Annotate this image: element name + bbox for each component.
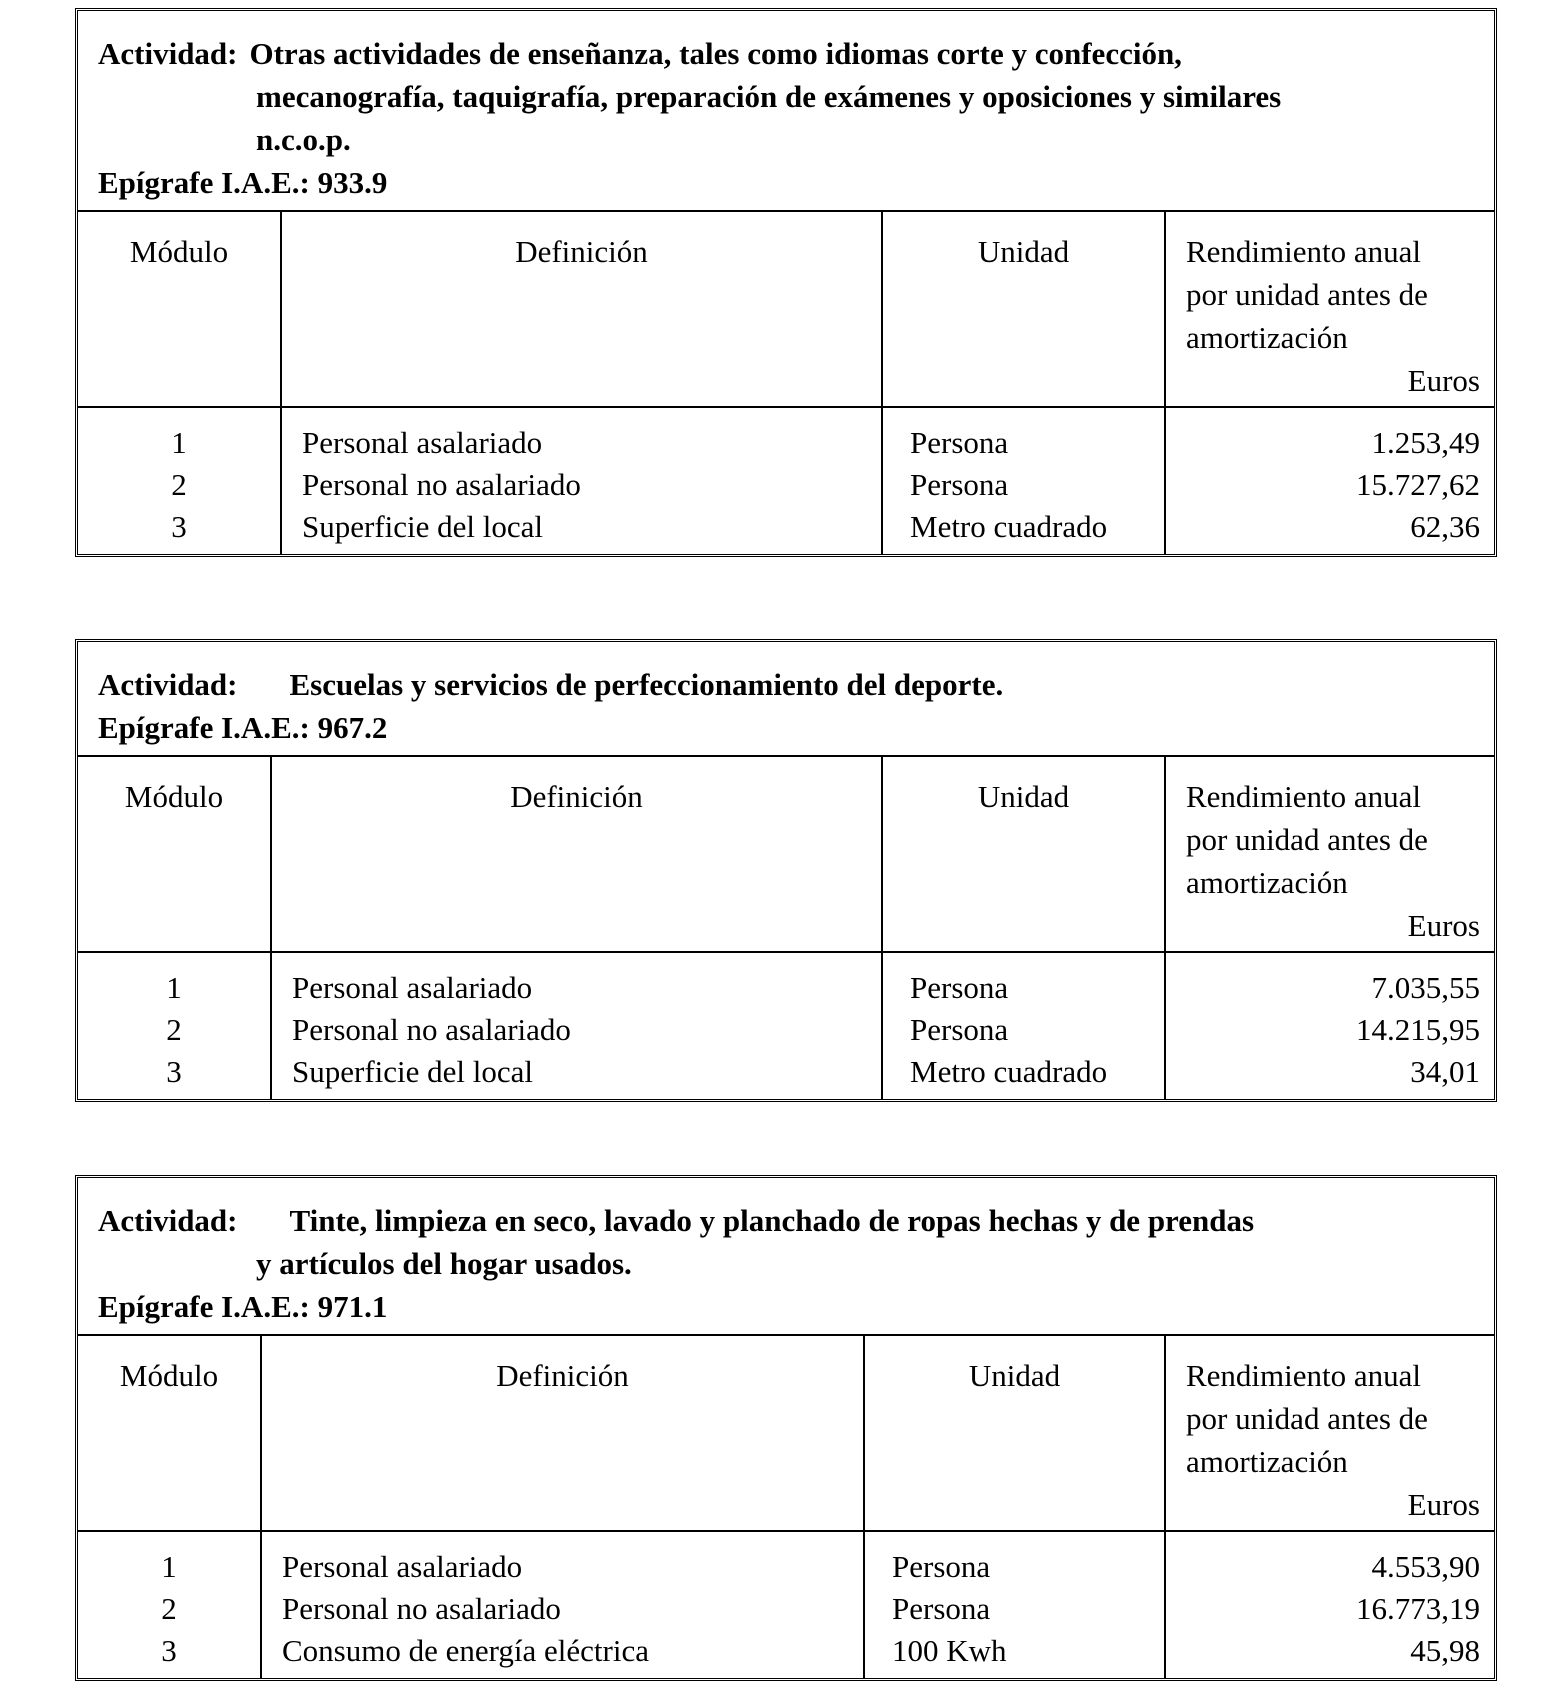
rendimiento-header-line: amortización [1186,320,1348,355]
activity-table-3 [75,1175,1497,1681]
unidad-value: 100 Kwh [892,1633,1007,1668]
euros-label: Euros [1407,908,1480,943]
modulo-value: 3 [161,1633,177,1668]
modulo-cell [78,1531,261,1678]
unidad-value: Persona [892,1591,991,1626]
definicion-value: Personal asalariado [282,1549,523,1584]
rendimiento-value: 1.253,49 [1371,425,1480,460]
unidad-cell [882,952,1165,1099]
epigrafe: Epígrafe I.A.E.: 971.1 [98,1289,388,1324]
column-header-rendimiento [1165,1336,1494,1531]
rendimiento-header-line: amortización [1186,865,1348,900]
modulo-value: 1 [166,970,182,1005]
column-header-modulo: Módulo [78,1336,261,1531]
rendimiento-header-line: Rendimiento anual [1186,779,1422,814]
epigrafe: Epígrafe I.A.E.: 933.9 [98,165,388,200]
rendimiento-header-line: amortización [1186,1444,1348,1479]
column-header-unidad: Unidad [882,212,1165,407]
column-header-rendimiento [1165,757,1494,952]
modulo-value: 2 [171,467,187,502]
rendimiento-header-line: por unidad antes de [1186,1401,1428,1436]
unidad-value: Metro cuadrado [910,509,1108,544]
actividad-label: Actividad: [98,36,238,71]
table-row [78,407,1494,554]
definicion-value: Personal no asalariado [282,1591,561,1626]
modulo-value: 3 [166,1054,182,1089]
actividad-text-line: Otras actividades de enseñanza, tales como idiomas corte y confección, [249,36,1182,71]
activity-header [78,642,1494,757]
actividad-text-line: mecanografía, taquigrafía, preparación de exámenes y oposiciones y similares [256,79,1282,114]
definicion-cell [281,407,882,554]
euros-label: Euros [1407,1487,1480,1522]
actividad-text-line: Tinte, limpieza en seco, lavado y planchado de ropas hechas y de prendas [289,1203,1255,1238]
unidad-cell [882,407,1165,554]
table-row [78,952,1494,1099]
rendimiento-cell [1165,407,1494,554]
unidad-value: Persona [910,425,1009,460]
definicion-value: Personal no asalariado [302,467,581,502]
actividad-text-line: Escuelas y servicios de perfeccionamiento del deporte. [289,667,1004,702]
definicion-cell [271,952,882,1099]
modulo-cell [78,407,281,554]
unidad-value: Metro cuadrado [910,1054,1108,1089]
definicion-value: Personal asalariado [292,970,533,1005]
column-header-modulo: Módulo [78,757,271,952]
actividad-label: Actividad: [98,1203,238,1238]
rendimiento-cell [1165,1531,1494,1678]
definicion-value: Superficie del local [302,509,544,544]
column-header-definicion: Definición [271,757,882,952]
rendimiento-value: 4.553,90 [1371,1549,1480,1584]
modulo-value: 1 [161,1549,177,1584]
definicion-value: Superficie del local [292,1054,534,1089]
unidad-value: Persona [910,1012,1009,1047]
actividad-text-line: n.c.o.p. [256,122,351,157]
modulo-value: 2 [161,1591,177,1626]
actividad-label: Actividad: [98,667,238,702]
modulo-value: 3 [171,509,187,544]
epigrafe: Epígrafe I.A.E.: 967.2 [98,710,388,745]
unidad-cell [864,1531,1165,1678]
unidad-value: Persona [910,467,1009,502]
rendimiento-value: 34,01 [1410,1054,1480,1089]
modules-table [78,757,1494,1099]
rendimiento-cell [1165,952,1494,1099]
activity-header [78,11,1494,212]
rendimiento-value: 16.773,19 [1356,1591,1480,1626]
definicion-value: Consumo de energía eléctrica [282,1633,649,1668]
column-header-unidad: Unidad [864,1336,1165,1531]
unidad-value: Persona [910,970,1009,1005]
modulo-cell [78,952,271,1099]
definicion-value: Personal asalariado [302,425,543,460]
actividad-text-line: y artículos del hogar usados. [256,1246,632,1281]
activity-header [78,1178,1494,1336]
rendimiento-value: 15.727,62 [1356,467,1480,502]
rendimiento-value: 45,98 [1410,1633,1480,1668]
modulo-value: 1 [171,425,187,460]
activity-table-1 [75,8,1497,557]
column-header-definicion: Definición [261,1336,864,1531]
column-header-unidad: Unidad [882,757,1165,952]
modules-table [78,212,1494,554]
definicion-value: Personal no asalariado [292,1012,571,1047]
modulo-value: 2 [166,1012,182,1047]
rendimiento-value: 7.035,55 [1371,970,1480,1005]
column-header-rendimiento [1165,212,1494,407]
definicion-cell [261,1531,864,1678]
unidad-value: Persona [892,1549,991,1584]
modules-table [78,1336,1494,1678]
table-row [78,1531,1494,1678]
euros-label: Euros [1407,363,1480,398]
rendimiento-value: 14.215,95 [1356,1012,1480,1047]
column-header-definicion: Definición [281,212,882,407]
rendimiento-value: 62,36 [1410,509,1480,544]
rendimiento-header-line: por unidad antes de [1186,277,1428,312]
activity-table-2 [75,639,1497,1102]
rendimiento-header-line: por unidad antes de [1186,822,1428,857]
column-header-modulo: Módulo [78,212,281,407]
rendimiento-header-line: Rendimiento anual [1186,234,1422,269]
rendimiento-header-line: Rendimiento anual [1186,1358,1422,1393]
